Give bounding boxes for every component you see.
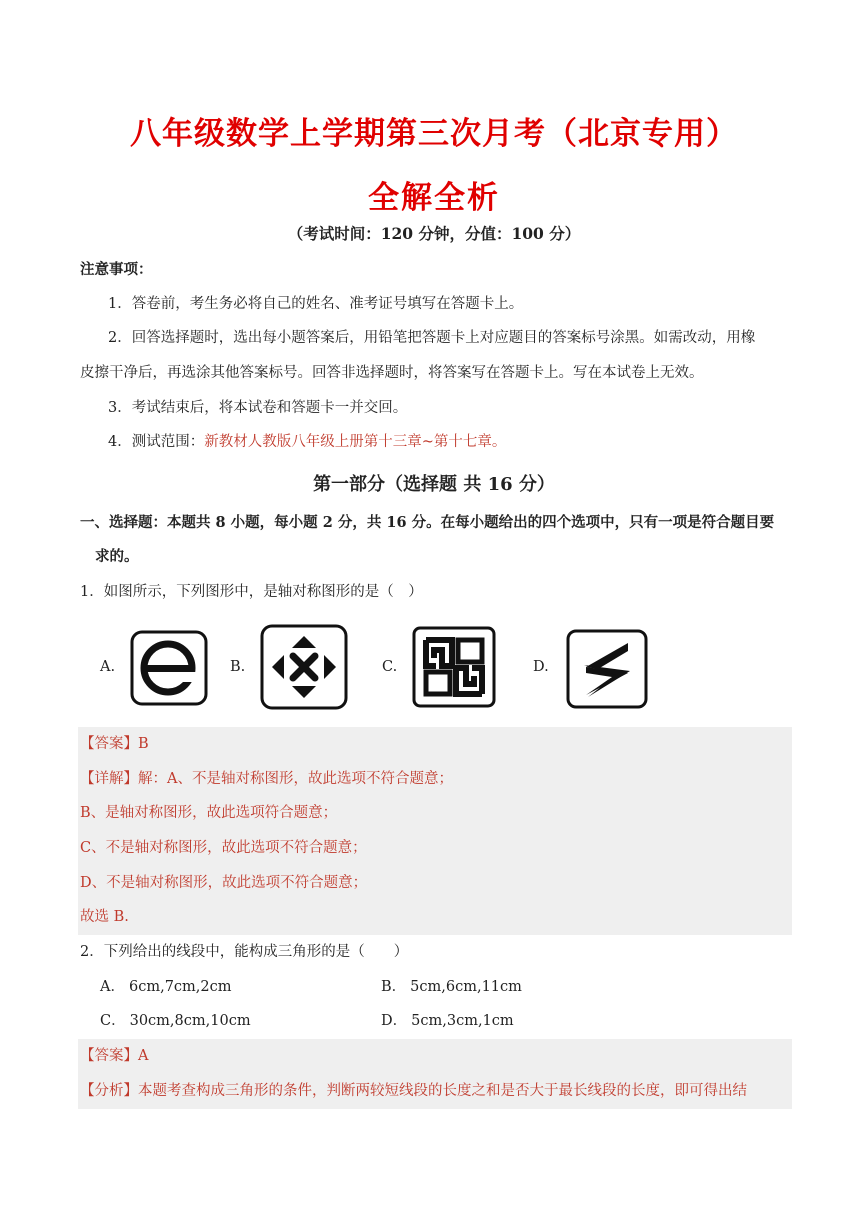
q1-detail-line-2: B、是轴对称图形，故此选项符合题意； bbox=[80, 805, 338, 821]
q1-detail-line-1 bbox=[80, 769, 453, 789]
q1-detail-text-1: 解：A、不是轴对称图形，故此选项不符合题意； bbox=[138, 771, 453, 787]
q1-option-b-label: B. bbox=[230, 659, 246, 675]
q2-option-c-value: 30cm,8cm,10cm bbox=[129, 1013, 251, 1029]
q2-option-c bbox=[100, 1011, 251, 1031]
note-item-2-line-1: 2．回答选择题时，选出每小题答案后，用铅笔把答题卡上对应题目的答案标号涂黑。如需改动，用橡 bbox=[108, 330, 756, 346]
q2-option-b-label: B． bbox=[381, 979, 407, 995]
section-intro-line-2: 求的。 bbox=[95, 548, 139, 565]
note-item-1: 1．答卷前，考生务必将自己的姓名、准考证号填写在答题卡上。 bbox=[108, 296, 524, 312]
q1-option-c-label: C. bbox=[382, 659, 398, 675]
q2-option-c-label: C． bbox=[100, 1013, 126, 1029]
q2-analysis-tag: 【分析】 bbox=[80, 1083, 138, 1099]
q2-analysis-text-1: 本题考查构成三角形的条件，判断两较短线段的长度之和是否大于最长线段的长度，即可得出结 bbox=[138, 1083, 747, 1099]
q2-answer bbox=[80, 1046, 148, 1066]
document-title: 八年级数学上学期第三次月考（北京专用） bbox=[130, 116, 738, 152]
q2-option-b bbox=[381, 977, 522, 997]
q1-detail-line-5: 故选 B. bbox=[80, 909, 129, 925]
note-item-2-line-2: 皮擦干净后，再选涂其他答案标号。回答非选择题时，将答案写在答题卡上。写在本试卷上无效。 bbox=[80, 365, 704, 381]
q2-option-d-label: D． bbox=[381, 1013, 408, 1029]
q2-option-a-value: 6cm,7cm,2cm bbox=[128, 979, 232, 995]
question-2-stem: 2．下列给出的线段中，能构成三角形的是（ ） bbox=[80, 944, 409, 960]
q1-detail-line-3: C、不是轴对称图形，故此选项不符合题意； bbox=[80, 840, 367, 856]
q1-answer-value: B bbox=[138, 736, 149, 752]
q1-option-c-figure bbox=[412, 626, 496, 708]
note-item-3: 3．考试结束后，将本试卷和答题卡一并交回。 bbox=[108, 400, 408, 416]
q1-option-a-label: A. bbox=[100, 659, 116, 675]
q1-option-d-label: D. bbox=[533, 659, 549, 675]
q1-answer bbox=[80, 734, 149, 754]
q1-option-d-figure bbox=[566, 629, 648, 709]
q2-option-a bbox=[100, 977, 232, 997]
q2-option-d bbox=[381, 1011, 514, 1031]
exam-time-info: （考试时间：120 分钟，分值：100 分） bbox=[287, 224, 581, 243]
q1-answer-box bbox=[78, 727, 792, 935]
document-subtitle: 全解全析 bbox=[368, 180, 500, 216]
q1-answer-tag: 【答案】 bbox=[80, 736, 138, 752]
question-1-stem: 1．如图所示，下列图形中，是轴对称图形的是（ ） bbox=[80, 584, 423, 600]
test-range: 新教材人教版八年级上册第十三章~第十七章。 bbox=[204, 434, 507, 450]
q1-option-a-figure bbox=[130, 630, 208, 706]
note-item-4 bbox=[108, 432, 506, 452]
notes-heading: 注意事项： bbox=[80, 261, 153, 278]
q1-detail-line-4: D、不是轴对称图形，故此选项不符合题意； bbox=[80, 875, 368, 891]
q2-analysis-line-1 bbox=[80, 1081, 747, 1101]
q2-option-d-value: 5cm,3cm,1cm bbox=[411, 1013, 514, 1029]
q2-option-a-label: A． bbox=[100, 979, 125, 995]
note-item-4-prefix: 4．测试范围： bbox=[108, 434, 205, 450]
q2-answer-tag: 【答案】 bbox=[80, 1048, 138, 1064]
q2-option-b-value: 5cm,6cm,11cm bbox=[410, 979, 522, 995]
q1-detail-tag: 【详解】 bbox=[80, 771, 138, 787]
section-intro-line-1: 一、选择题：本题共 8 小题，每小题 2 分，共 16 分。在每小题给出的四个选项中，只有一项是符合题目要 bbox=[80, 514, 775, 531]
q1-option-b-figure bbox=[260, 624, 348, 710]
q2-answer-value: A bbox=[138, 1048, 149, 1064]
section-title: 第一部分（选择题 共 16 分） bbox=[313, 474, 555, 495]
